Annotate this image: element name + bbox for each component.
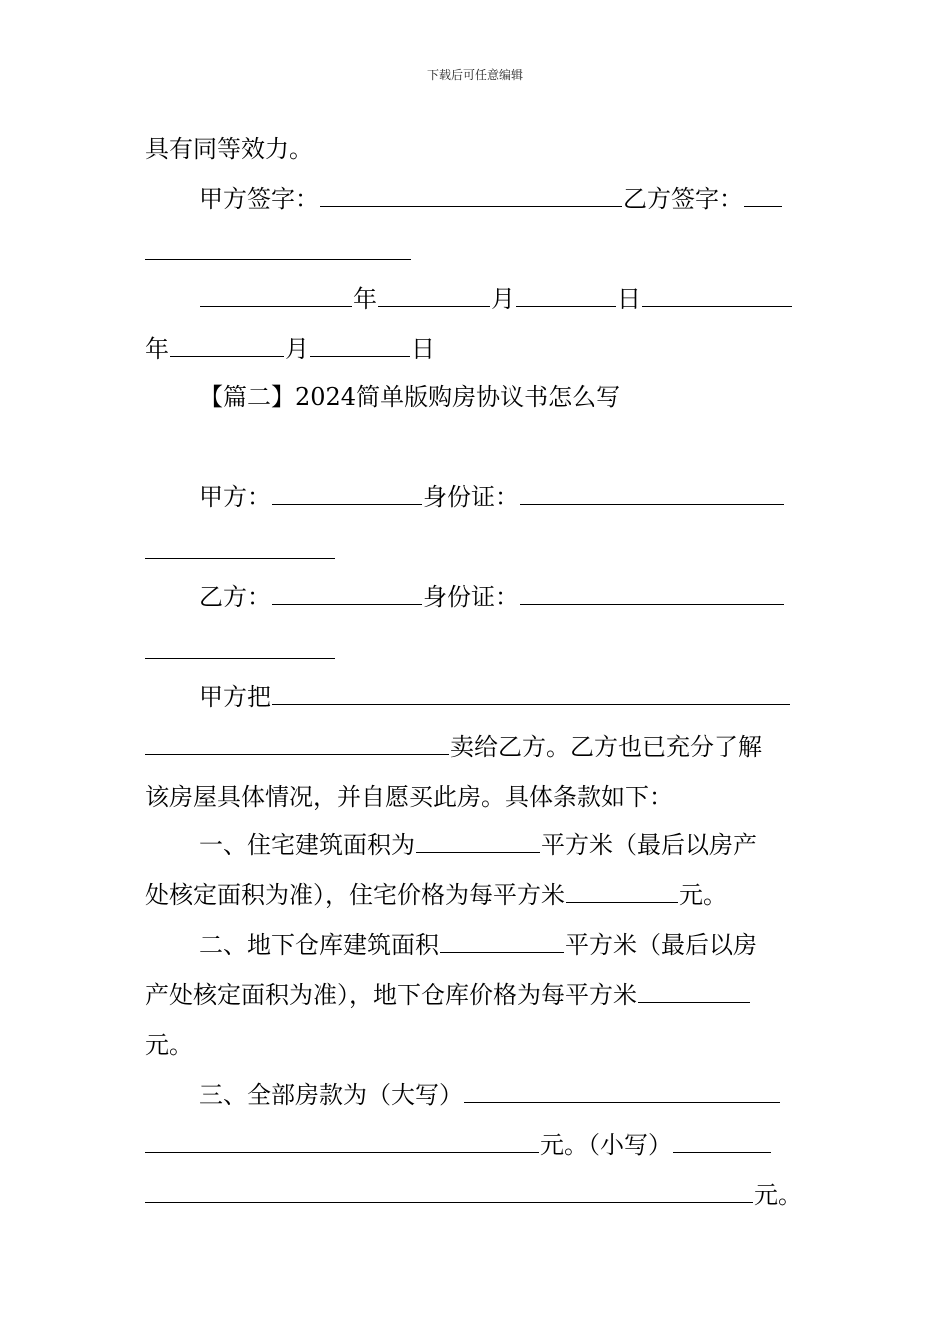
- clause-2-row-3: 元。: [145, 1031, 193, 1059]
- clause-1-row-2: [145, 880, 727, 910]
- clause-2-part3: 产处核定面积为准），地下仓库价格为每平方米: [145, 981, 637, 1009]
- clause-2-row-1: [199, 930, 757, 960]
- clause-1-part4: 元。: [679, 881, 727, 909]
- party-a-row: [199, 482, 785, 512]
- party-a-id-blank[interactable]: [520, 484, 784, 505]
- storage-price-blank[interactable]: [638, 982, 750, 1003]
- clause-2-row-2: [145, 980, 751, 1010]
- residential-area-blank[interactable]: [416, 832, 540, 853]
- page-header: 下载后可任意编辑: [426, 68, 523, 82]
- date-row-2: [145, 334, 435, 364]
- clause-1-part2: 平方米（最后以房产: [541, 831, 757, 859]
- year-label: 年: [353, 285, 377, 313]
- transfer-row-3: 该房屋具体情况，并自愿买此房。具体条款如下：: [145, 783, 673, 811]
- party-a-signature-label: 甲方签字：: [199, 185, 319, 213]
- clause-2-part1: 二、地下仓库建筑面积: [199, 931, 439, 959]
- month-blank[interactable]: [378, 286, 490, 307]
- clause-3-row-1: [199, 1080, 781, 1110]
- clause-3-part1: 三、全部房款为（大写）: [199, 1081, 463, 1109]
- party-b-row: [199, 582, 785, 612]
- clause-3-row-2: [145, 1130, 772, 1160]
- transfer-row-2: [145, 732, 762, 762]
- total-number-blank-cont[interactable]: [145, 1182, 753, 1203]
- clause-2-part2: 平方米（最后以房: [565, 931, 757, 959]
- day-label: 日: [617, 285, 641, 313]
- day-blank[interactable]: [516, 286, 616, 307]
- party-b-id-label: 身份证：: [423, 583, 519, 611]
- year-blank-2[interactable]: [642, 286, 792, 307]
- party-a-label: 甲方：: [199, 483, 271, 511]
- party-a-signature-blank[interactable]: [320, 186, 622, 207]
- total-uppercase-blank-cont[interactable]: [145, 1132, 539, 1153]
- clause-1-part3: 处核定面积为准），住宅价格为每平方米: [145, 881, 565, 909]
- month-label-2: 月: [285, 335, 309, 363]
- year-label-2: 年: [145, 335, 169, 363]
- party-b-name-blank[interactable]: [272, 584, 422, 605]
- party-b-signature-blank-cont[interactable]: [145, 259, 411, 260]
- day-label-2: 日: [411, 335, 435, 363]
- party-b-signature-blank[interactable]: [744, 186, 782, 207]
- month-blank-2[interactable]: [170, 336, 284, 357]
- party-b-id-blank-cont[interactable]: [145, 658, 335, 659]
- date-row: [199, 284, 793, 314]
- party-a-id-label: 身份证：: [423, 483, 519, 511]
- party-a-id-blank-cont[interactable]: [145, 558, 335, 559]
- clause-3-part3: 元。: [754, 1181, 802, 1209]
- paragraph-continuation: 具有同等效力。: [145, 135, 313, 163]
- total-uppercase-blank[interactable]: [464, 1082, 780, 1103]
- clause-3-row-3: [145, 1180, 802, 1210]
- year-blank[interactable]: [200, 286, 352, 307]
- day-blank-2[interactable]: [310, 336, 410, 357]
- property-blank-cont[interactable]: [145, 734, 449, 755]
- signature-row: [199, 184, 783, 214]
- section-title: 【篇二】2024简单版购房协议书怎么写: [199, 383, 621, 411]
- clause-1-row-1: [199, 830, 757, 860]
- party-b-label: 乙方：: [199, 583, 271, 611]
- party-b-signature-label: 乙方签字：: [623, 185, 743, 213]
- month-label: 月: [491, 285, 515, 313]
- property-blank[interactable]: [272, 684, 790, 705]
- clause-3-part2: 元。（小写）: [540, 1131, 672, 1159]
- transfer-row-1: [199, 682, 791, 712]
- party-b-id-blank[interactable]: [520, 584, 784, 605]
- storage-area-blank[interactable]: [440, 932, 564, 953]
- party-a-name-blank[interactable]: [272, 484, 422, 505]
- transfer-suffix: 卖给乙方。乙方也已充分了解: [450, 733, 762, 761]
- transfer-prefix: 甲方把: [199, 683, 271, 711]
- residential-price-blank[interactable]: [566, 882, 678, 903]
- clause-1-part1: 一、住宅建筑面积为: [199, 831, 415, 859]
- total-number-blank[interactable]: [673, 1132, 771, 1153]
